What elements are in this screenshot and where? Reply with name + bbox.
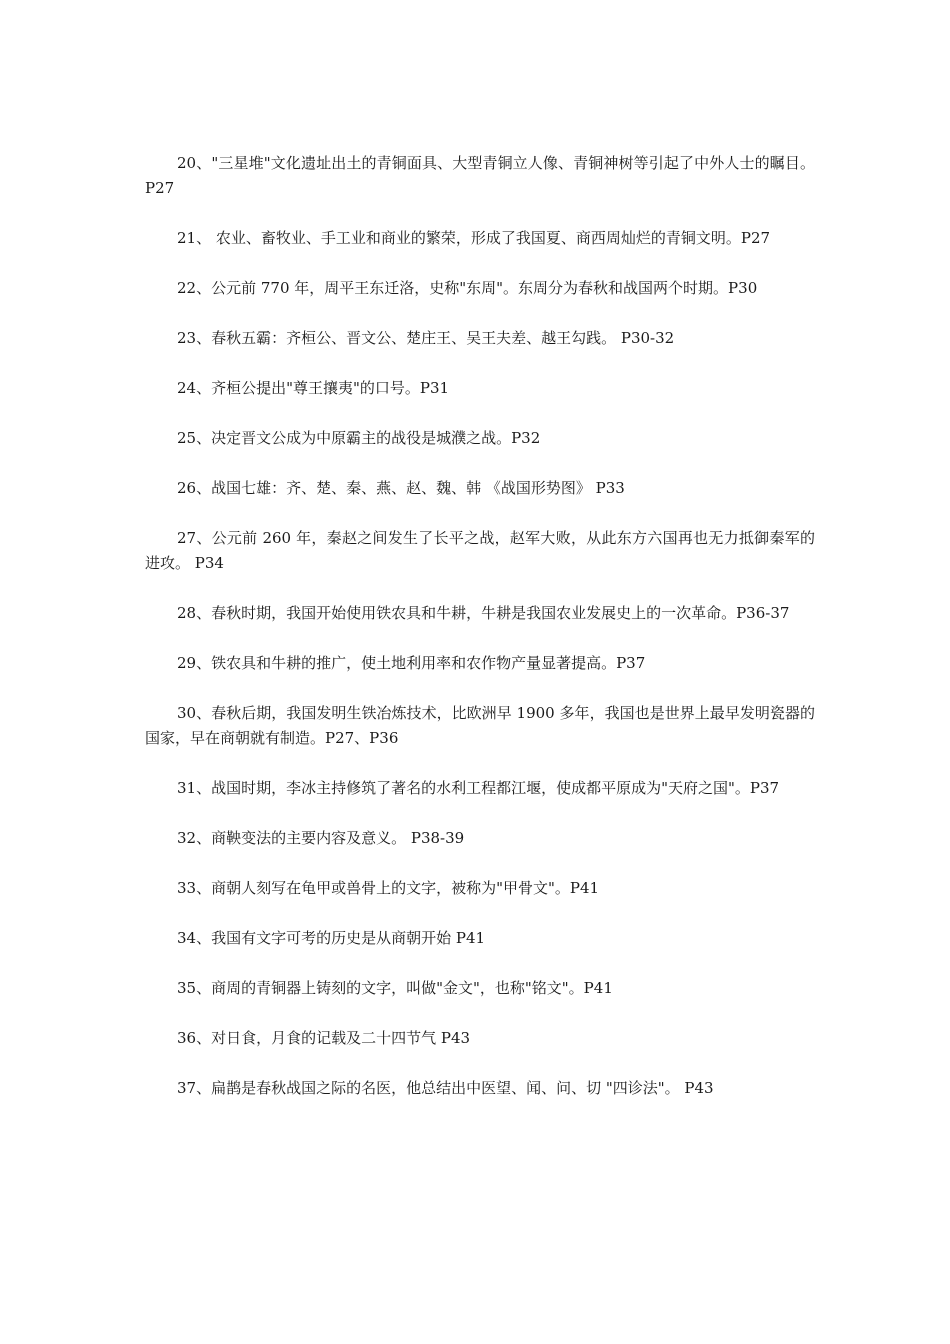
paragraph-item-33: 33、商朝人刻写在龟甲或兽骨上的文字，被称为"甲骨文"。P41: [177, 879, 600, 897]
paragraph-item-25: 25、决定晋文公成为中原霸主的战役是城濮之战。P32: [177, 429, 541, 447]
paragraph-item-29: 29、铁农具和牛耕的推广，使土地利用率和农作物产量显著提高。P37: [177, 654, 646, 672]
paragraph-item-30: 30、春秋后期，我国发明生铁冶炼技术，比欧洲早 1900 多年，我国也是世界上最早发明瓷器的国家，早在商朝就有制造。P27、P36: [145, 704, 815, 747]
paragraph-item-36: 36、对日食，月食的记载及二十四节气 P43: [177, 1029, 471, 1047]
paragraph-item-24: 24、齐桓公提出"尊王攘夷"的口号。P31: [177, 379, 450, 397]
paragraph-item-21: 21、 农业、畜牧业、手工业和商业的繁荣，形成了我国夏、商西周灿烂的青铜文明。P27: [177, 229, 771, 247]
paragraph-item-22: 22、公元前 770 年，周平王东迁洛，史称"东周"。东周分为春秋和战国两个时期。P30: [177, 279, 758, 297]
paragraph-item-32: 32、商鞅变法的主要内容及意义。 P38-39: [177, 829, 465, 847]
paragraph-item-37: 37、扁鹊是春秋战国之际的名医，他总结出中医望、闻、问、切 "四诊法"。 P43: [177, 1079, 714, 1097]
paragraph-item-27: 27、公元前 260 年，秦赵之间发生了长平之战，赵军大败，从此东方六国再也无力抵御秦军的进攻。 P34: [145, 529, 815, 572]
paragraph-item-35: 35、商周的青铜器上铸刻的文字，叫做"金文"，也称"铭文"。P41: [177, 979, 613, 997]
paragraph-item-20: 20、"三星堆"文化遗址出土的青铜面具、大型青铜立人像、青铜神树等引起了中外人士的瞩目。 P27: [145, 154, 815, 197]
paragraph-item-26: 26、战国七雄：齐、楚、秦、燕、赵、魏、韩 《战国形势图》 P33: [177, 479, 625, 497]
paragraph-item-28: 28、春秋时期，我国开始使用铁农具和牛耕，牛耕是我国农业发展史上的一次革命。P36-37: [177, 604, 790, 622]
paragraph-item-34: 34、我国有文字可考的历史是从商朝开始 P41: [177, 929, 486, 947]
document-body: [145, 151, 815, 1126]
paragraph-item-31: 31、战国时期，李冰主持修筑了著名的水利工程都江堰，使成都平原成为"天府之国"。P37: [177, 779, 780, 797]
paragraph-item-23: 23、春秋五霸：齐桓公、晋文公、楚庄王、吴王夫差、越王勾践。 P30-32: [177, 329, 675, 347]
